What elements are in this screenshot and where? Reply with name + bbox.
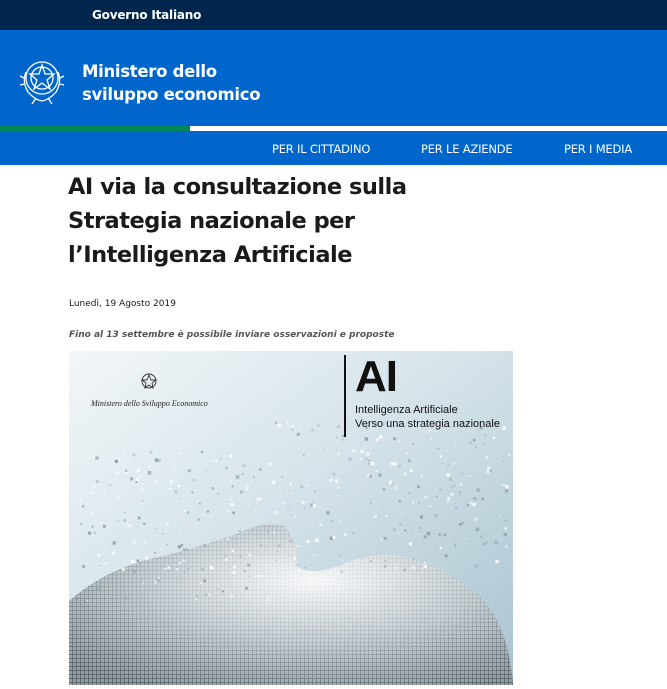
hero-line2: Verso una strategia nazionale <box>355 418 500 430</box>
nav-per-i-media[interactable]: PER I MEDIA <box>564 142 632 156</box>
nav-per-il-cittadino[interactable]: PER IL CITTADINO <box>272 142 371 156</box>
nav-per-le-aziende[interactable]: PER LE AZIENDE <box>421 142 513 156</box>
article-subtitle: Fino al 13 settembre è possibile inviare osservazioni e proposte <box>69 330 395 340</box>
government-topbar <box>0 0 667 30</box>
article-title-line3: l’Intelligenza Artificiale <box>68 242 352 268</box>
site-title[interactable] <box>82 60 260 106</box>
hero-image <box>69 351 513 685</box>
hero-line1: Intelligenza Artificiale <box>355 404 458 416</box>
article-title <box>68 170 568 272</box>
article-date: Lunedì, 19 Agosto 2019 <box>69 299 176 309</box>
main-navigation <box>0 131 667 165</box>
hero-ai-label: AI <box>355 352 397 401</box>
governo-italiano-link[interactable]: Governo Italiano <box>92 8 202 22</box>
article-title-line2: Strategia nazionale per <box>68 208 355 234</box>
site-title-line2: sviluppo economico <box>82 85 261 104</box>
article-title-line1: AI via la consultazione sulla <box>68 174 407 200</box>
hero-ministry-caption: Ministero dello Sviluppo Economico <box>91 399 208 408</box>
site-title-line1: Ministero dello <box>82 62 217 81</box>
site-header <box>0 30 667 126</box>
italian-republic-emblem-icon[interactable] <box>18 52 66 106</box>
